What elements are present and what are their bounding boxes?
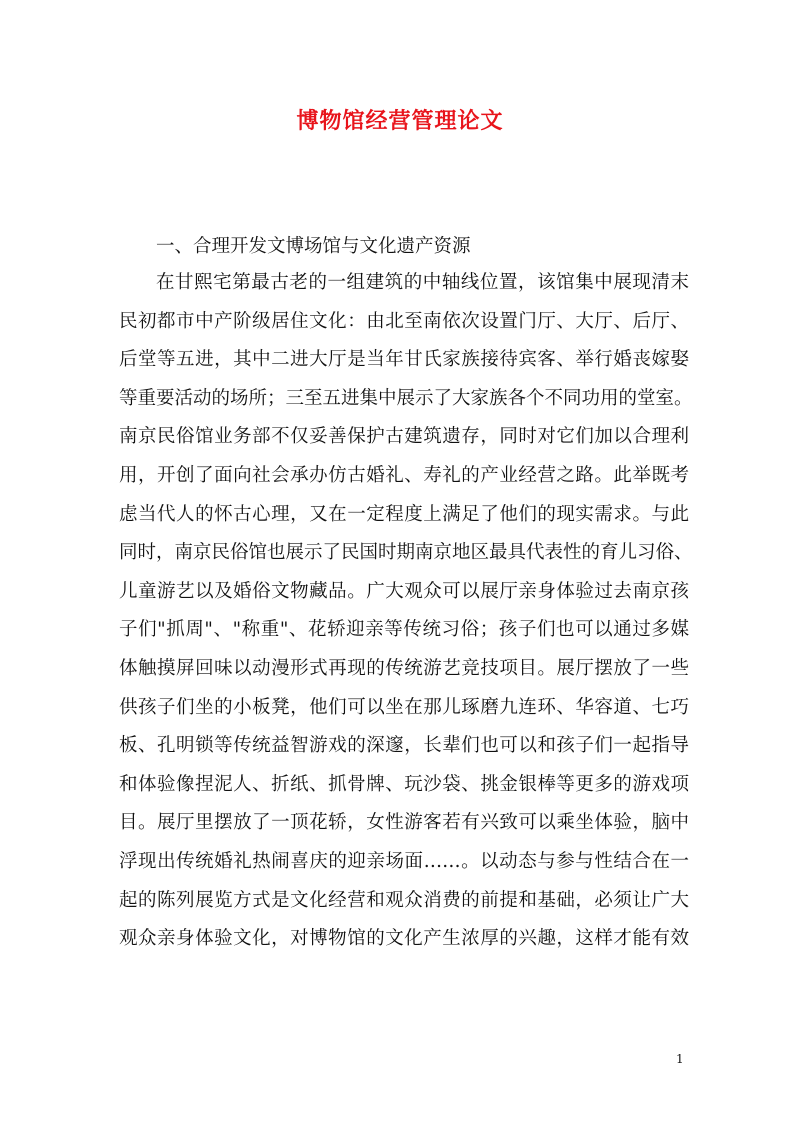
text-line: 浮现出传统婚礼热闹喜庆的迎亲场面……。以动态与参与性结合在一 bbox=[119, 850, 689, 872]
text-line: 虑当代人的怀古心理，又在一定程度上满足了他们的现实需求。与此 bbox=[119, 503, 689, 525]
text-line: 同时，南京民俗馆也展示了民国时期南京地区最具代表性的育儿习俗、 bbox=[119, 542, 693, 564]
text-line: 和体验像捏泥人、折纸、抓骨牌、玩沙袋、挑金银棒等更多的游戏项 bbox=[119, 773, 689, 795]
text-line: 供孩子们坐的小板凳，他们可以坐在那儿琢磨九连环、华容道、七巧 bbox=[119, 696, 689, 718]
text-line: 板、孔明锁等传统益智游戏的深邃，长辈们也可以和孩子们一起指导 bbox=[119, 735, 689, 757]
page-number: 1 bbox=[676, 1052, 684, 1066]
text-line: 南京民俗馆业务部不仅妥善保护古建筑遗存，同时对它们加以合理利 bbox=[119, 426, 689, 448]
text-line: 体触摸屏回味以动漫形式再现的传统游艺竞技项目。展厅摆放了一些 bbox=[119, 657, 689, 679]
text-line: 目。展厅里摆放了一顶花轿，女性游客若有兴致可以乘坐体验，脑中 bbox=[119, 812, 689, 834]
text-line: 民初都市中产阶级居住文化：由北至南依次设置门厅、大厅、后厅、 bbox=[119, 310, 689, 332]
text-line: 起的陈列展览方式是文化经营和观众消费的前提和基础，必须让广大 bbox=[119, 889, 689, 911]
text-line: 子们"抓周"、"称重"、花轿迎亲等传统习俗；孩子们也可以通过多媒 bbox=[119, 619, 689, 641]
text-line: 儿童游艺以及婚俗文物藏品。广大观众可以展厅亲身体验过去南京孩 bbox=[119, 580, 689, 602]
text-line: 在甘熙宅第最古老的一组建筑的中轴线位置，该馆集中展现清末 bbox=[156, 272, 689, 293]
section-heading: 一、合理开发文博场馆与文化遗产资源 bbox=[156, 236, 471, 257]
text-line: 用，开创了面向社会承办仿古婚礼、寿礼的产业经营之路。此举既考 bbox=[119, 464, 689, 486]
page-title: 博物馆经营管理论文 bbox=[296, 108, 504, 134]
text-line: 等重要活动的场所；三至五进集中展示了大家族各个不同功用的堂室。 bbox=[119, 387, 693, 409]
text-line: 后堂等五进，其中二进大厅是当年甘氏家族接待宾客、举行婚丧嫁娶 bbox=[119, 349, 689, 371]
text-line: 观众亲身体验文化，对博物馆的文化产生浓厚的兴趣，这样才能有效 bbox=[119, 928, 689, 950]
body-paragraph bbox=[119, 264, 693, 959]
